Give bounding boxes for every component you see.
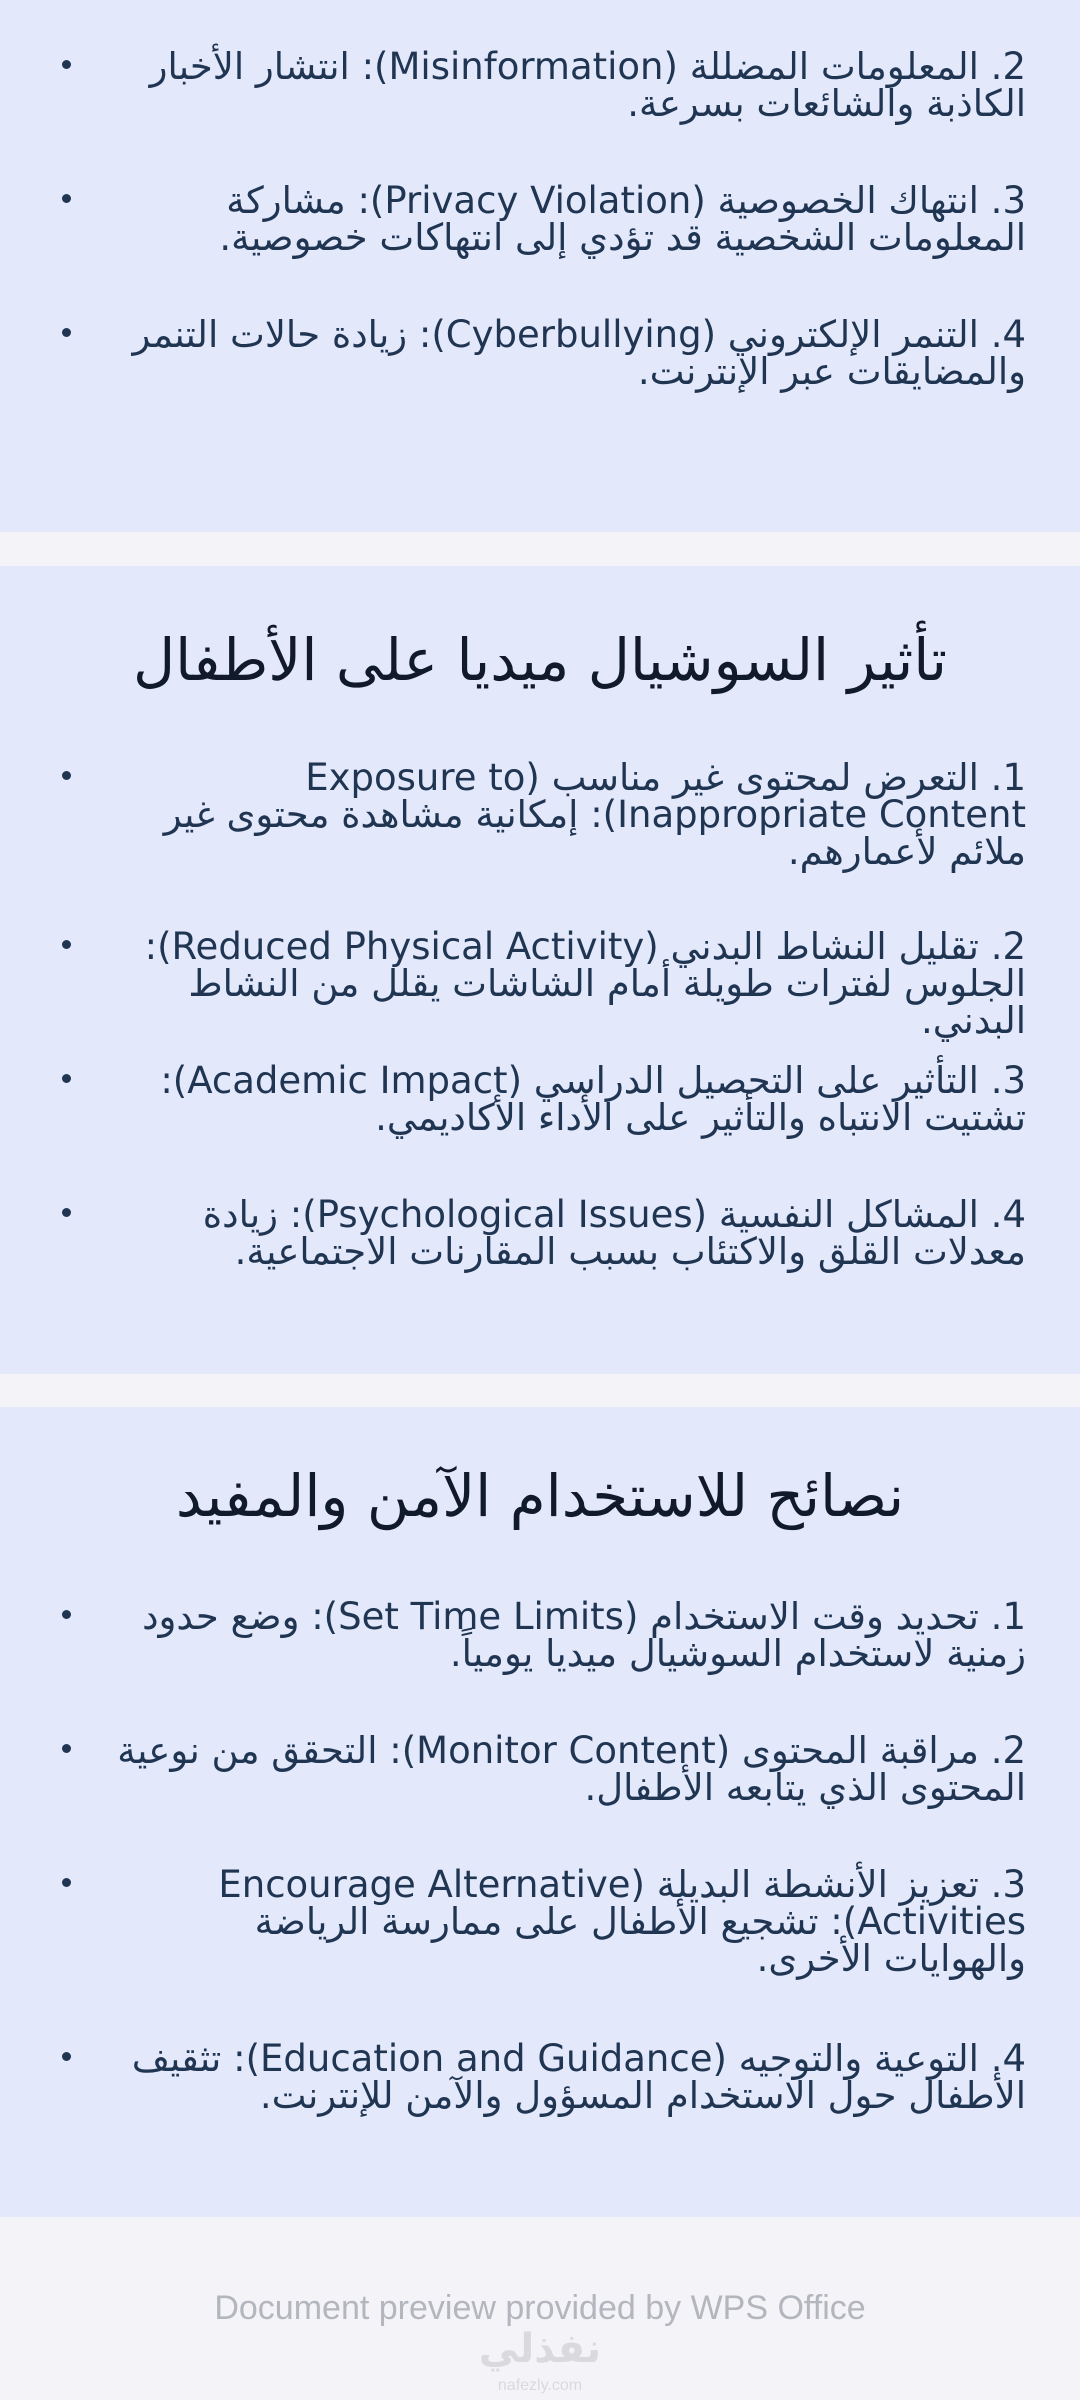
bullet-icon — [62, 194, 71, 203]
bullet-icon — [62, 1074, 71, 1083]
watermark-url: nafezly.com — [497, 2377, 583, 2394]
list-item-text: 1. تحديد وقت الاستخدام (Set Time Limits): وضع حدود زمنية لاستخدام السوشيال ميديا يومياً. — [142, 1595, 1026, 1675]
list-item-text: 2. تقليل النشاط البدني (Reduced Physical Activity): الجلوس لفترات طويلة أمام الشاشات يقلل من النشاط البدني. — [144, 925, 1026, 1042]
section-safe-use-tips — [0, 1407, 1080, 2217]
list-item-text: 2. المعلومات المضللة (Misinformation): انتشار الأخبار الكاذبة والشائعات بسرعة. — [149, 45, 1026, 125]
bullet-icon — [62, 328, 71, 337]
list-item-text: 4. التوعية والتوجيه (Education and Guidance): تثقيف الأطفال حول الاستخدام المسؤول والآمن للإنترنت. — [131, 2037, 1026, 2117]
bullet-icon — [62, 1208, 71, 1217]
list-item-text: 4. التنمر الإلكتروني (Cyberbullying): زيادة حالات التنمر والمضايقات عبر الإنترنت. — [132, 313, 1026, 393]
section-heading: نصائح للاستخدام الآمن والمفيد — [175, 1462, 905, 1530]
bullet-icon — [62, 1610, 71, 1619]
section-risks-continued — [0, 0, 1080, 532]
bullet-icon — [62, 60, 71, 69]
bullet-icon — [62, 1878, 71, 1887]
list-item-text: 2. مراقبة المحتوى (Monitor Content): التحقق من نوعية المحتوى الذي يتابعه الأطفال. — [117, 1729, 1026, 1809]
watermark-logo: نفذلي — [478, 2326, 602, 2372]
list-item-text: 3. تعزيز الأنشطة البديلة (Encourage Alternative Activities): تشجيع الأطفال على ممارسة الرياضة والهوايات الأخرى. — [218, 1863, 1026, 1980]
section-heading: تأثير السوشيال ميديا على الأطفال — [132, 626, 948, 694]
list-item-text: 3. انتهاك الخصوصية (Privacy Violation): مشاركة المعلومات الشخصية قد تؤدي إلى انتهاكات خصوصية. — [219, 179, 1026, 259]
bullet-icon — [62, 1744, 71, 1753]
section-children-impact — [0, 566, 1080, 1374]
wps-preview-note: Document preview provided by WPS Office — [214, 2289, 866, 2327]
bullet-icon — [62, 771, 71, 780]
list-item-text: 4. المشاكل النفسية (Psychological Issues): زيادة معدلات القلق والاكتئاب بسبب المقارنات الاجتماعية. — [202, 1193, 1026, 1273]
list-item-text: 1. التعرض لمحتوى غير مناسب (Exposure to Inappropriate Content): إمكانية مشاهدة محتوى غير ملائم لأعمارهم. — [163, 756, 1026, 873]
bullet-icon — [62, 940, 71, 949]
list-item-text: 3. التأثير على التحصيل الدراسي (Academic Impact): تشتيت الانتباه والتأثير على الأداء الأكاديمي. — [160, 1059, 1026, 1139]
bullet-icon — [62, 2052, 71, 2061]
